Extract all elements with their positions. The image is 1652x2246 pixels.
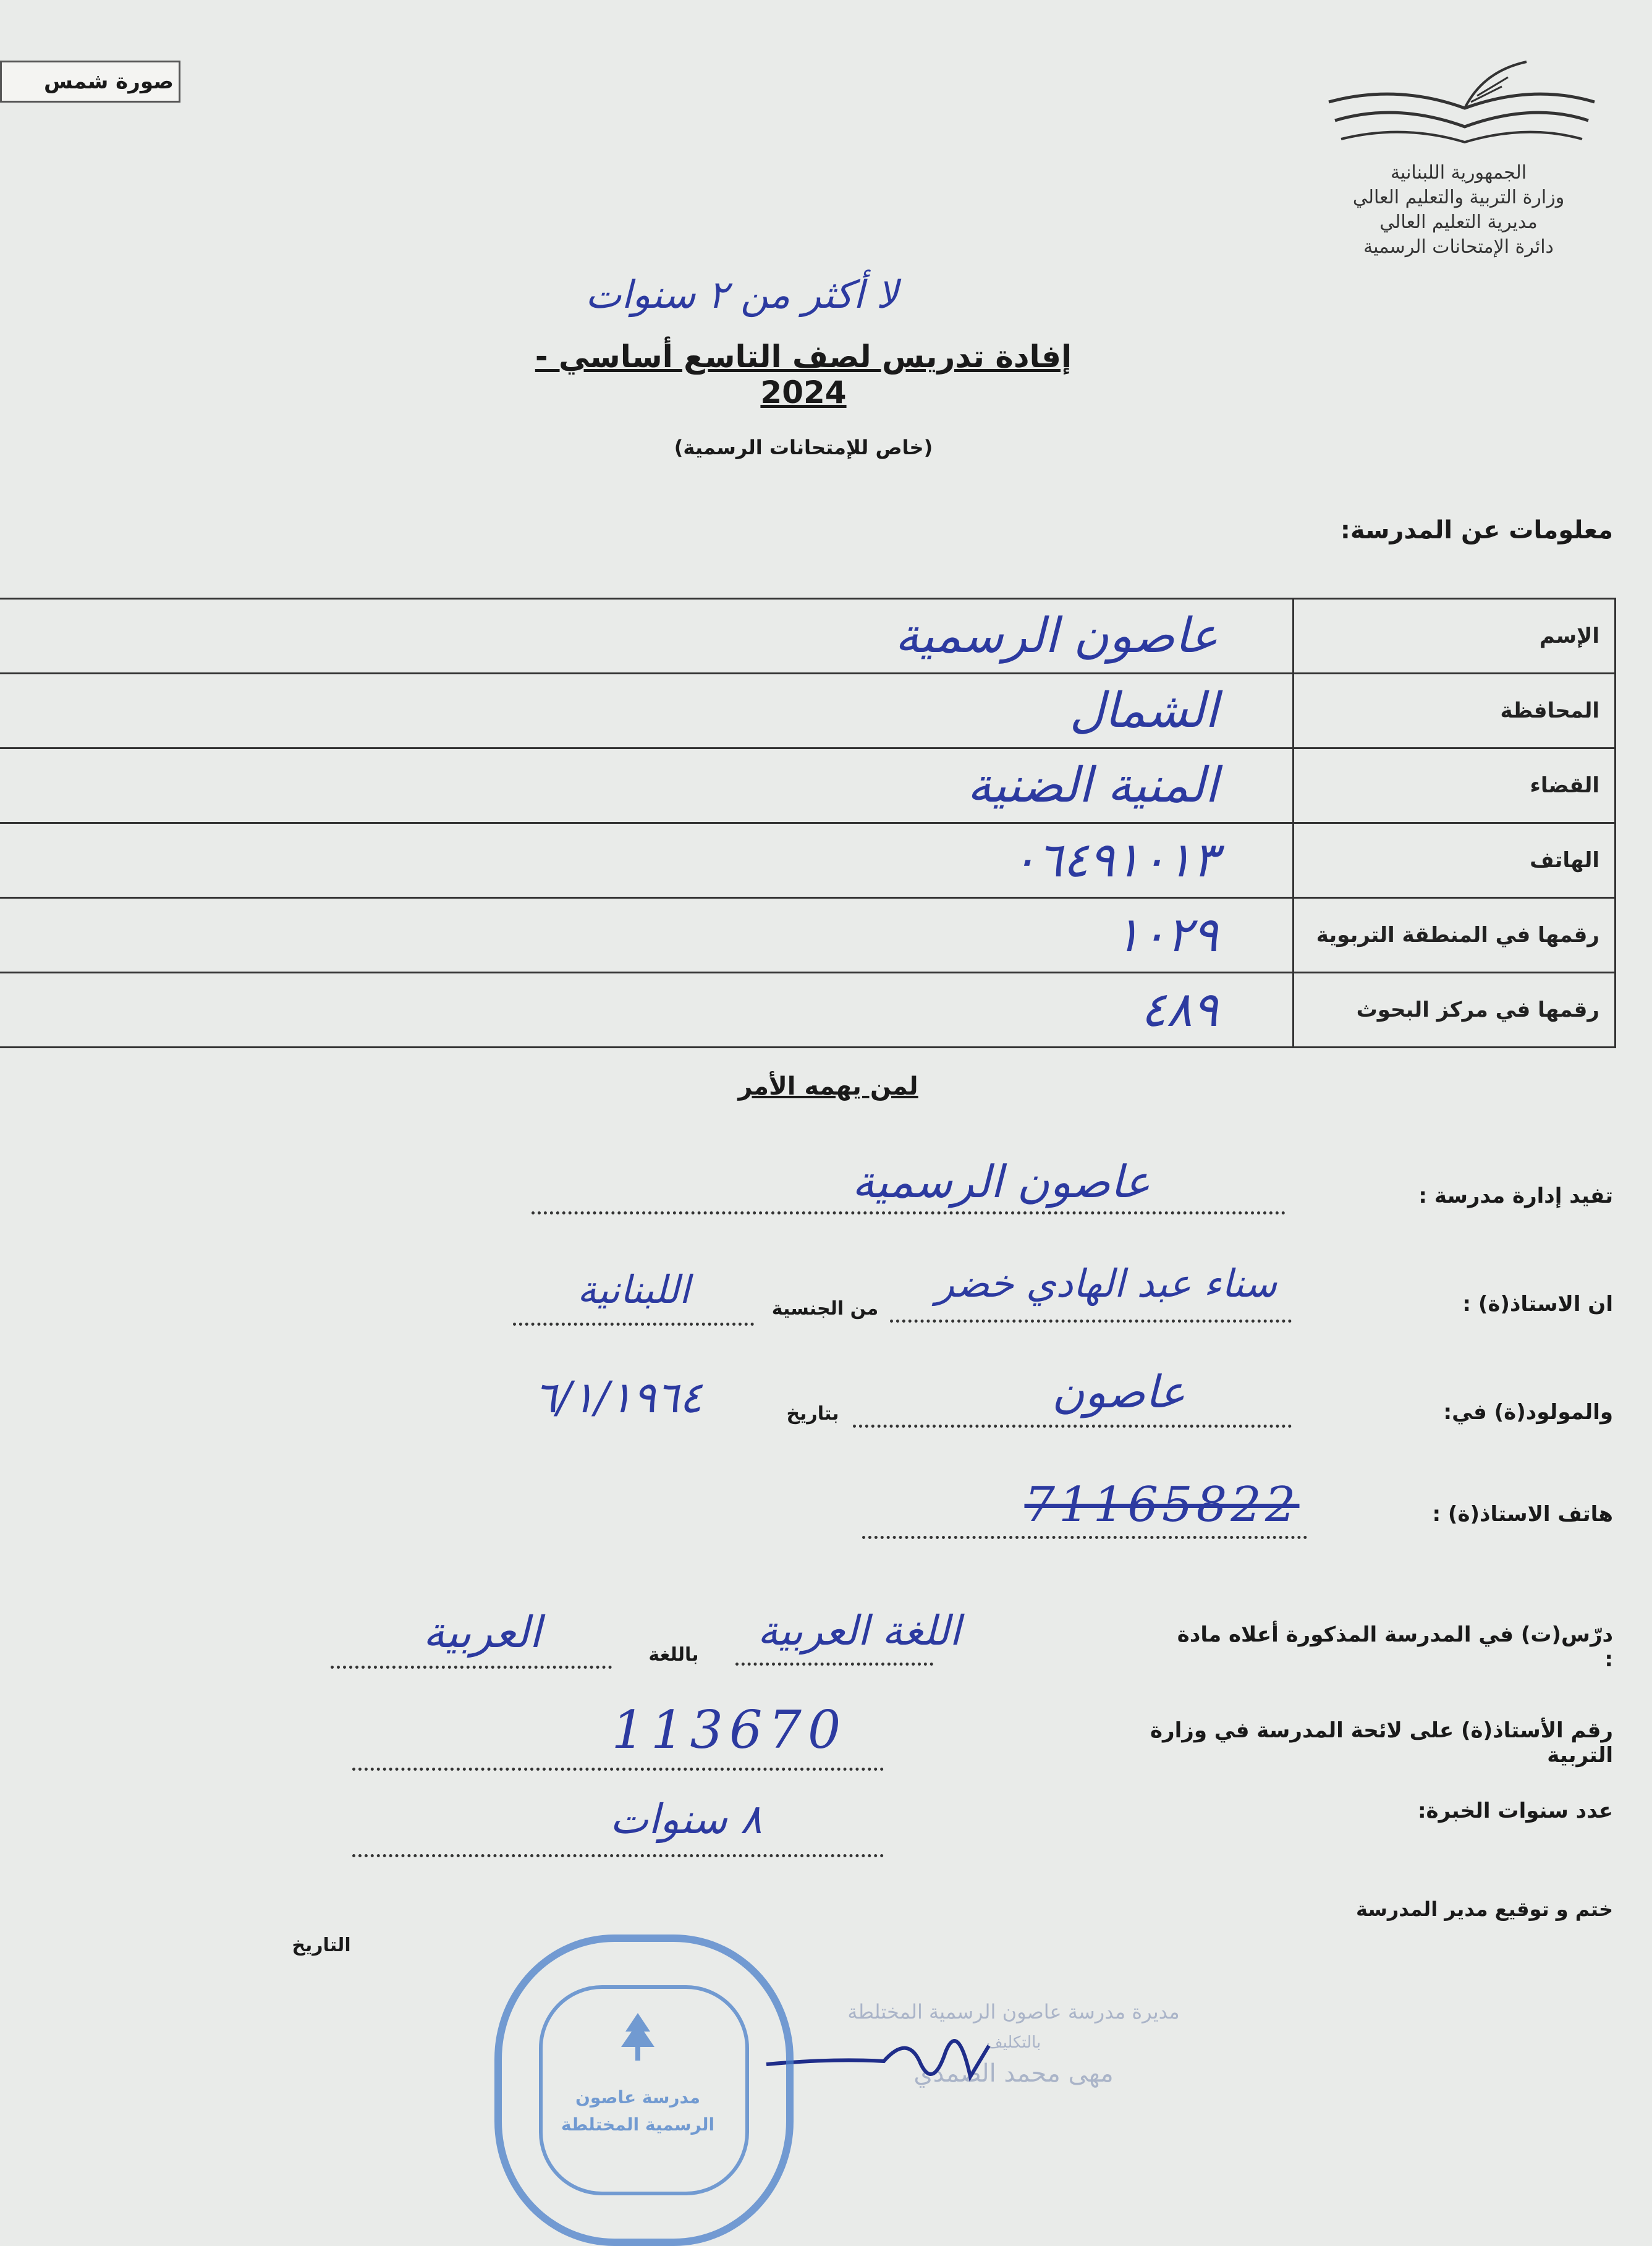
ministry-line: الجمهورية اللبنانية <box>1390 162 1527 184</box>
row-label: رقمها في المنطقة التربوية <box>1294 898 1616 973</box>
row-label: الهاتف <box>1294 823 1616 898</box>
to-whom-heading: لمن يهمه الأمر <box>738 1072 918 1101</box>
page-subtitle: (خاص للإمتحانات الرسمية) <box>674 436 933 459</box>
experience-value: ٨ سنوات <box>609 1795 763 1843</box>
teacher-dots <box>890 1320 1292 1323</box>
official-stamp <box>494 1935 794 2246</box>
row-label: المحافظة <box>1294 674 1616 748</box>
row-value: ٤٨٩ <box>0 973 1294 1048</box>
table-row <box>0 599 1616 674</box>
faint-line: بالتكليف <box>986 2033 1041 2052</box>
page-title: إفادة تدريس لصف التاسع أساسي - 2024 <box>535 339 1072 410</box>
nationality-label: من الجنسية <box>771 1298 879 1320</box>
row-label: القضاء <box>1294 748 1616 823</box>
roster-label: رقم الأستاذ(ة) على لائحة المدرسة في وزارة التربية <box>1150 1718 1613 1768</box>
row-value: ١٠٢٩ <box>0 898 1294 973</box>
row-value: عاصون الرسمية <box>0 599 1294 674</box>
table-row <box>0 898 1616 973</box>
date-footer-label: التاريخ <box>292 1935 351 1956</box>
language-dots <box>331 1666 612 1669</box>
row-label: الإسم <box>1294 599 1616 674</box>
nationality-value: اللبنانية <box>577 1267 690 1312</box>
nationality-dots <box>513 1323 754 1326</box>
attachment-label: صورة شمس <box>44 69 174 94</box>
ministry-header <box>1298 161 1619 260</box>
school-admin-dots <box>532 1211 1286 1214</box>
date-value: ٦/١/١٩٦٤ <box>533 1372 703 1423</box>
table-row <box>0 823 1616 898</box>
language-label: باللغة <box>648 1644 699 1666</box>
born-label: والمولود(ة) في: <box>1443 1400 1613 1425</box>
ministry-line: دائرة الإمتحانات الرسمية <box>1363 236 1554 258</box>
table-row <box>0 973 1616 1048</box>
date-label: بتاريخ <box>786 1403 839 1425</box>
row-label: رقمها في مركز البحوث <box>1294 973 1616 1048</box>
ministry-line: وزارة التربية والتعليم العالي <box>1352 187 1565 208</box>
table-row <box>0 674 1616 748</box>
stamp-line: مدرسة عاصون <box>575 2087 701 2108</box>
stamp-text <box>551 2084 724 2138</box>
signature-scribble-icon <box>760 2009 995 2101</box>
born-value: عاصون <box>1051 1366 1186 1418</box>
table-row <box>0 748 1616 823</box>
experience-label: عدد سنوات الخبرة: <box>1417 1799 1613 1823</box>
school-admin-value: عاصون الرسمية <box>852 1156 1151 1208</box>
stamp-line: الرسمية المختلطة <box>561 2114 715 2135</box>
language-value: العربية <box>423 1607 541 1658</box>
taught-label: درّس(ت) في المدرسة المذكورة أعلاه مادة : <box>1177 1622 1613 1672</box>
roster-dots <box>352 1768 884 1771</box>
signature-label: ختم و توقيع مدير المدرسة <box>1355 1897 1613 1921</box>
handwritten-note: لا أكثر من ٢ سنوات <box>585 272 898 317</box>
faint-line: مهى محمد الصمدي <box>913 2059 1114 2088</box>
phone-label: هاتف الاستاذ(ة) : <box>1432 1502 1613 1527</box>
phone-value: 71165822 <box>1024 1477 1300 1533</box>
row-value: ٠٦٤٩١٠١٣ <box>0 823 1294 898</box>
row-value: الشمال <box>0 674 1294 748</box>
teacher-value: سناء عبد الهادي خضر <box>935 1261 1277 1306</box>
experience-dots <box>352 1854 884 1857</box>
school-admin-label: تفيد إدارة مدرسة : <box>1418 1184 1613 1208</box>
subject-dots <box>735 1663 933 1666</box>
ministry-logo-icon <box>1323 59 1601 158</box>
subject-value: اللغة العربية <box>757 1607 961 1655</box>
teacher-label: ان الاستاذ(ة) : <box>1462 1292 1613 1316</box>
phone-dots <box>862 1536 1307 1539</box>
attachment-box <box>0 61 180 103</box>
school-info-heading: معلومات عن المدرسة: <box>1340 516 1613 545</box>
cedar-icon <box>616 2010 659 2066</box>
row-value: المنية الضنية <box>0 748 1294 823</box>
ministry-line: مديرية التعليم العالي <box>1379 211 1538 233</box>
faint-line: مديرة مدرسة عاصون الرسمية المختلطة <box>847 2000 1180 2024</box>
born-dots <box>853 1425 1292 1428</box>
school-info-table <box>0 598 1616 1048</box>
roster-value: 113670 <box>611 1700 847 1760</box>
